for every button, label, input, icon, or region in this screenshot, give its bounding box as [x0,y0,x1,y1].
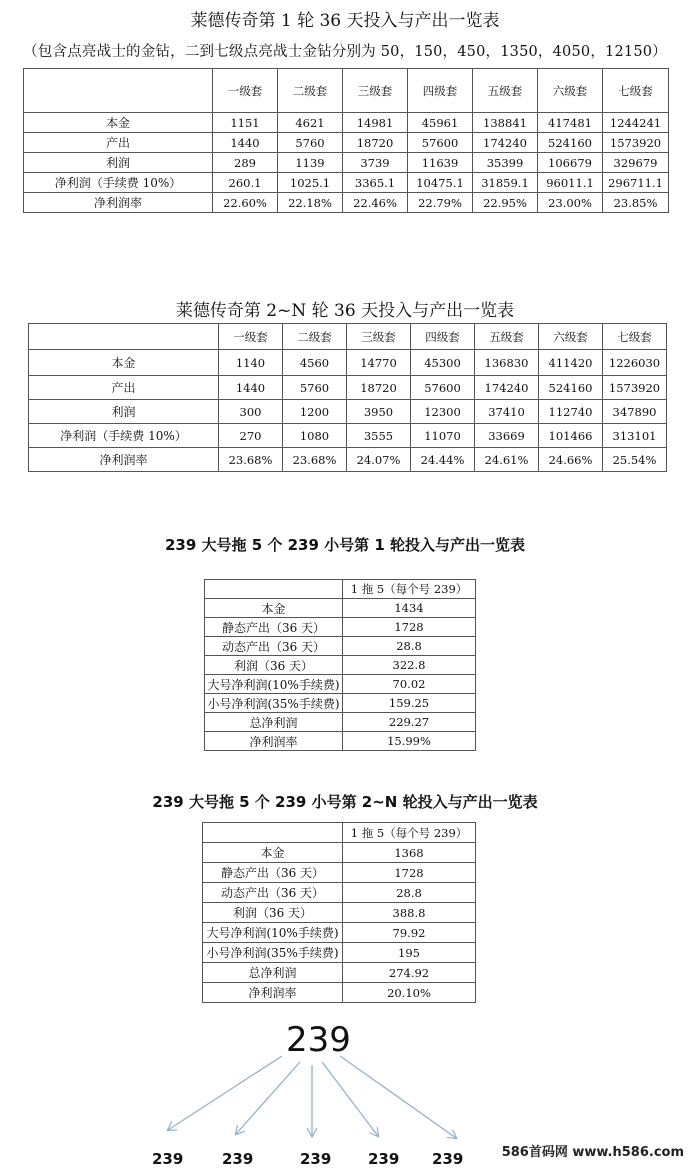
table-cell: 1728 [343,863,476,883]
table-cell: 10475.1 [408,173,473,193]
table1-subtitle: （包含点亮战士的金钻，二到七级点亮战士金钻分别为 50，150，450，1350，4050，12150） [23,44,667,60]
table-cell: 18720 [343,133,408,153]
table-row [203,843,476,863]
table-header-cell: 六级套 [539,324,603,350]
table-cell: 24.07% [347,448,411,472]
table-row [203,943,476,963]
diagram-child-1: 239 [152,1150,184,1168]
arrow-4 [322,1062,378,1136]
table-cell: 106679 [538,153,603,173]
table-header-cell: 1 拖 5（每个号 239） [343,580,476,599]
table-cell: 18720 [347,376,411,400]
table-row-label: 大号净利润(10%手续费) [203,923,343,943]
table-cell: 112740 [539,400,603,424]
table1 [23,68,669,213]
table-header-cell: 五级套 [473,69,538,113]
table-row [205,618,476,637]
table-cell: 195 [343,943,476,963]
diagram-child-5: 239 [432,1150,464,1168]
table-cell: 417481 [538,113,603,133]
table-cell: 33669 [475,424,539,448]
table-row-label: 产出 [29,376,219,400]
table-cell: 1440 [213,133,278,153]
table-cell: 270 [219,424,283,448]
table-header-cell: 二级套 [283,324,347,350]
table-cell: 24.44% [411,448,475,472]
table-row [203,903,476,923]
table-cell: 174240 [475,376,539,400]
table-row-label: 净利润（手续费 10%） [24,173,213,193]
table-header-row [24,69,669,113]
table-header-cell: 一级套 [219,324,283,350]
table-header-cell [203,823,343,843]
diagram-child-2: 239 [222,1150,254,1168]
table-cell: 1728 [343,618,476,637]
table-cell: 25.54% [603,448,667,472]
table-cell: 136830 [475,350,539,376]
table-row [203,883,476,903]
table-cell: 1025.1 [278,173,343,193]
table-row [203,983,476,1003]
table-cell: 96011.1 [538,173,603,193]
table-row [24,113,669,133]
table-row [205,694,476,713]
table-cell: 4621 [278,113,343,133]
table1-title: 莱德传奇第 1 轮 36 天投入与产出一览表 [190,11,500,31]
table-cell: 313101 [603,424,667,448]
table-row [29,350,667,376]
table-cell: 300 [219,400,283,424]
table-row [24,153,669,173]
table-cell: 4560 [283,350,347,376]
table3-title: 239 大号拖 5 个 239 小号第 1 轮投入与产出一览表 [164,536,526,554]
table-row-label: 动态产出（36 天） [205,637,343,656]
table-header-row [29,324,667,350]
table-cell: 5760 [278,133,343,153]
table-cell: 20.10% [343,983,476,1003]
table-row-label: 净利润（手续费 10%） [29,424,219,448]
table-row [29,424,667,448]
table-header-cell [24,69,213,113]
table-header-cell: 二级套 [278,69,343,113]
table-row-label: 净利润率 [24,193,213,213]
table-cell: 289 [213,153,278,173]
table-cell: 31859.1 [473,173,538,193]
table3 [204,579,476,751]
table-row [205,732,476,751]
table-cell: 159.25 [343,694,476,713]
table-cell: 23.00% [538,193,603,213]
table-row [29,448,667,472]
table-row [203,863,476,883]
table-row-label: 利润 [29,400,219,424]
table-cell: 23.85% [603,193,669,213]
table-cell: 1573920 [603,133,669,153]
table-row-label: 净利润率 [205,732,343,751]
table-cell: 15.99% [343,732,476,751]
table-cell: 1226030 [603,350,667,376]
table-row-label: 本金 [203,843,343,863]
table-header-cell: 七级套 [603,69,669,113]
table-cell: 45961 [408,113,473,133]
table-cell: 28.8 [343,883,476,903]
table-header-cell [29,324,219,350]
table-cell: 1244241 [603,113,669,133]
table-row-label: 净利润率 [203,983,343,1003]
table-row [24,193,669,213]
table-cell: 14770 [347,350,411,376]
table-cell: 1573920 [603,376,667,400]
table-cell: 174240 [473,133,538,153]
table-row-label: 本金 [29,350,219,376]
table-cell: 1368 [343,843,476,863]
table-cell: 79.92 [343,923,476,943]
table-cell: 411420 [539,350,603,376]
table-header-cell: 七级套 [603,324,667,350]
table-cell: 1434 [343,599,476,618]
table-cell: 3950 [347,400,411,424]
table-row [203,963,476,983]
table-cell: 23.68% [283,448,347,472]
table-cell: 12300 [411,400,475,424]
table-cell: 11070 [411,424,475,448]
table-cell: 1200 [283,400,347,424]
table-cell: 45300 [411,350,475,376]
table-row [24,133,669,153]
table-header-cell: 四级套 [411,324,475,350]
table-header-cell: 三级套 [347,324,411,350]
table-row-label: 利润（36 天） [205,656,343,675]
table-row-label: 总净利润 [203,963,343,983]
table-cell: 101466 [539,424,603,448]
table-cell: 24.61% [475,448,539,472]
table-cell: 22.18% [278,193,343,213]
table-cell: 296711.1 [603,173,669,193]
arrow-1 [168,1056,282,1130]
table-row [29,376,667,400]
table-row-label: 动态产出（36 天） [203,883,343,903]
table-cell: 28.8 [343,637,476,656]
table-cell: 22.95% [473,193,538,213]
table-row [24,173,669,193]
table2 [28,323,667,472]
table-row-label: 总净利润 [205,713,343,732]
arrow-2 [236,1062,300,1134]
table4-title: 239 大号拖 5 个 239 小号第 2~N 轮投入与产出一览表 [152,793,538,811]
table-cell: 24.66% [539,448,603,472]
watermark-text: 586首码网 www.h586.com [501,1145,684,1160]
table-cell: 274.92 [343,963,476,983]
table-cell: 260.1 [213,173,278,193]
table-header-cell: 1 拖 5（每个号 239） [343,823,476,843]
table-row-label: 利润 [24,153,213,173]
table-row [203,923,476,943]
table-cell: 22.60% [213,193,278,213]
table-cell: 35399 [473,153,538,173]
diagram-child-3: 239 [300,1150,332,1168]
table-cell: 524160 [538,133,603,153]
table-cell: 37410 [475,400,539,424]
table-cell: 138841 [473,113,538,133]
table-cell: 5760 [283,376,347,400]
table-cell: 524160 [539,376,603,400]
table-row-label: 小号净利润(35%手续费) [203,943,343,963]
table-row-label: 静态产出（36 天） [205,618,343,637]
table2-title: 莱德传奇第 2~N 轮 36 天投入与产出一览表 [175,301,515,321]
table-header-cell: 六级套 [538,69,603,113]
table-row-label: 静态产出（36 天） [203,863,343,883]
table-row-label: 小号净利润(35%手续费) [205,694,343,713]
table-cell: 1080 [283,424,347,448]
table-cell: 22.46% [343,193,408,213]
diagram-child-4: 239 [368,1150,400,1168]
table-row-label: 利润（36 天） [203,903,343,923]
table-row [205,713,476,732]
table-row-label: 净利润率 [29,448,219,472]
table-cell: 229.27 [343,713,476,732]
table-cell: 14981 [343,113,408,133]
diagram-root-node: 239 [286,1020,351,1060]
table-row-label: 本金 [205,599,343,618]
table-cell: 23.68% [219,448,283,472]
table-row [205,637,476,656]
table-cell: 322.8 [343,656,476,675]
table4 [202,822,476,1003]
table-header-cell: 四级套 [408,69,473,113]
table-cell: 1151 [213,113,278,133]
table-cell: 388.8 [343,903,476,923]
table-cell: 1440 [219,376,283,400]
table-header-row [205,580,476,599]
table-row [205,656,476,675]
table-row-label: 本金 [24,113,213,133]
table-cell: 329679 [603,153,669,173]
table-cell: 3365.1 [343,173,408,193]
table-cell: 3555 [347,424,411,448]
table-cell: 70.02 [343,675,476,694]
table-header-cell: 五级套 [475,324,539,350]
table-cell: 57600 [411,376,475,400]
table-row-label: 大号净利润(10%手续费) [205,675,343,694]
table-row [29,400,667,424]
table-cell: 22.79% [408,193,473,213]
table-cell: 11639 [408,153,473,173]
table-cell: 347890 [603,400,667,424]
table-cell: 1140 [219,350,283,376]
table-header-cell: 三级套 [343,69,408,113]
table-row-label: 产出 [24,133,213,153]
arrow-5 [340,1056,456,1138]
table-row [205,675,476,694]
table-cell: 3739 [343,153,408,173]
table-header-cell [205,580,343,599]
table-row [205,599,476,618]
table-cell: 1139 [278,153,343,173]
table-header-row [203,823,476,843]
table-header-cell: 一级套 [213,69,278,113]
table-cell: 57600 [408,133,473,153]
